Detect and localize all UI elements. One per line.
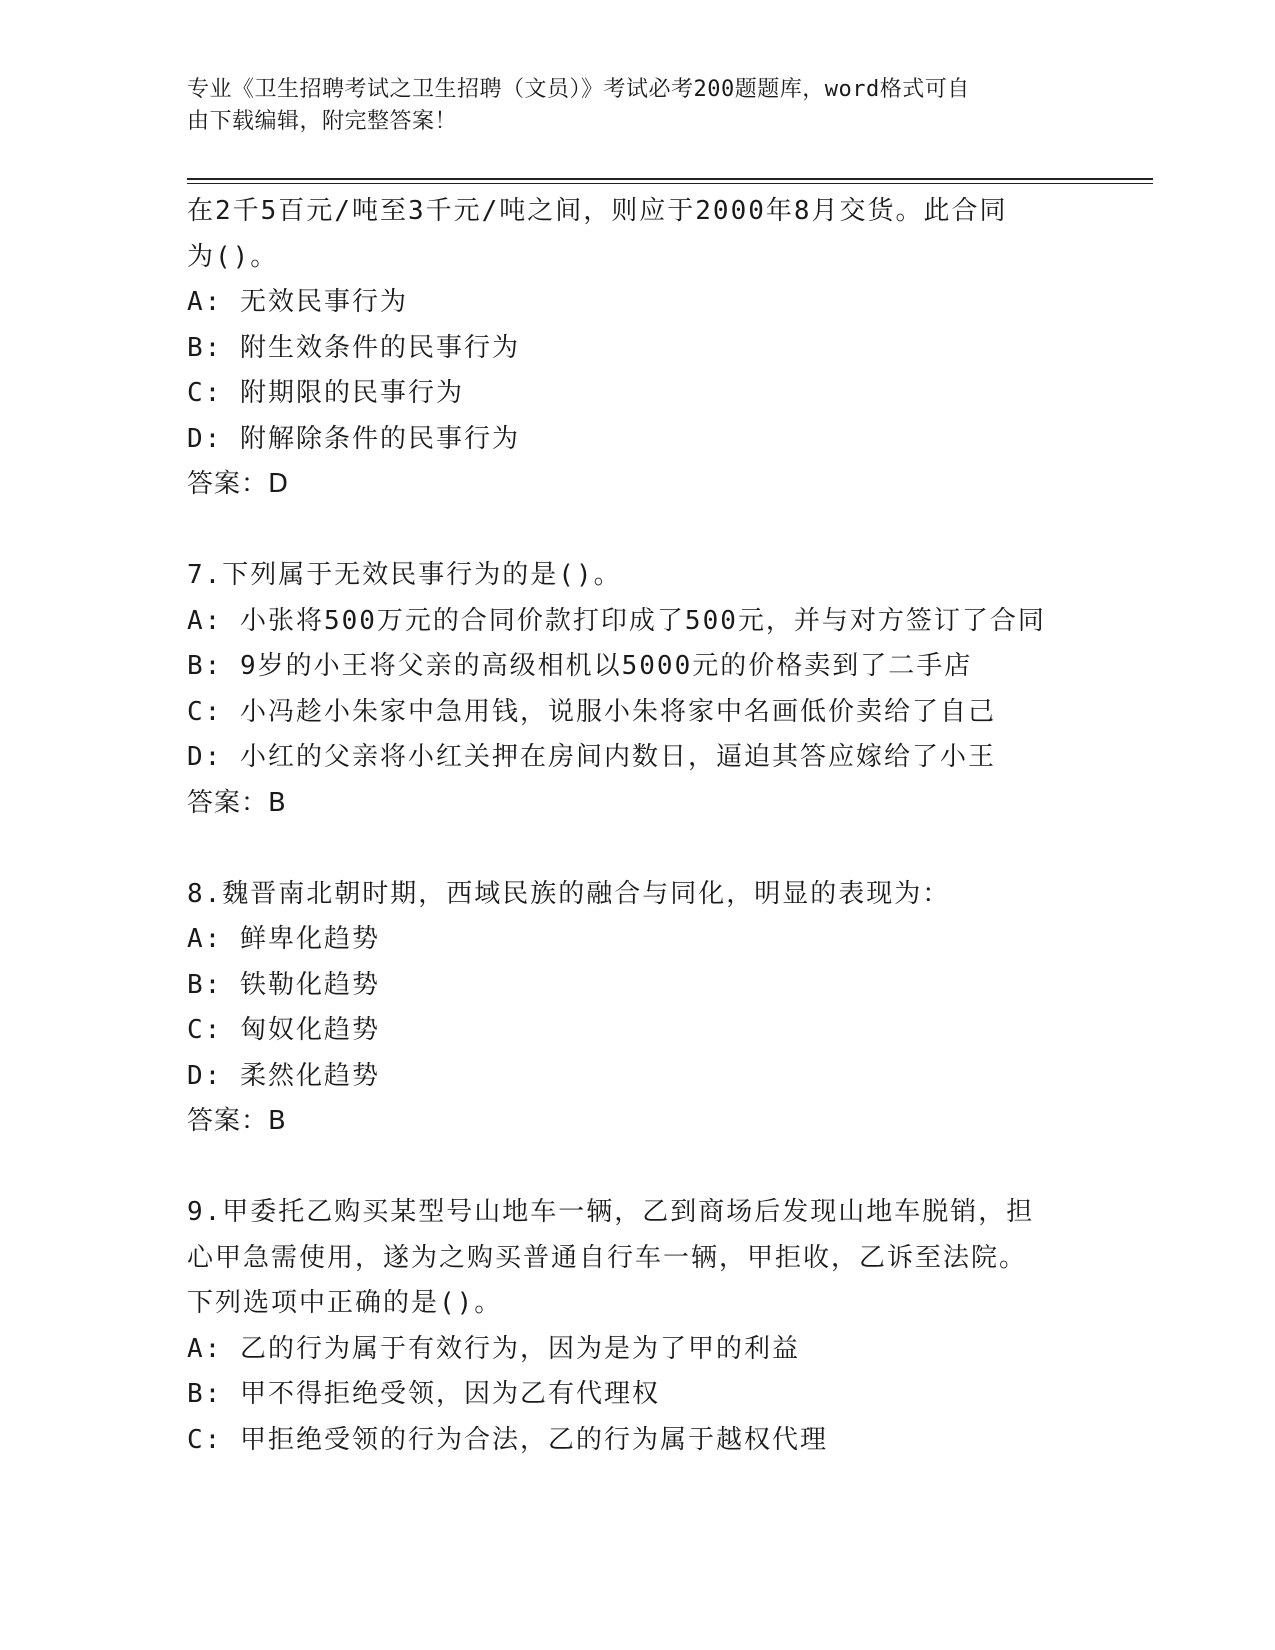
question-list: [187, 189, 1087, 1463]
answer: 答案：B: [187, 1106, 287, 1136]
option-c: C: 附期限的民事行为: [187, 378, 464, 408]
question-block: [187, 189, 1087, 508]
header-divider: [187, 183, 1153, 184]
question-stem: 为()。: [187, 241, 279, 272]
question-stem: 7.下列属于无效民事行为的是()。: [187, 560, 622, 590]
option-d: D: 附解除条件的民事行为: [187, 423, 520, 454]
question-stem: 下列选项中正确的是()。: [187, 1288, 503, 1318]
question-stem: 心甲急需使用，遂为之购买普通自行车一辆，甲拒收，乙诉至法院。: [187, 1242, 1028, 1273]
option-b: B: 9岁的小王将父亲的高级相机以5000元的价格卖到了二手店: [187, 651, 973, 681]
option-c: C: 小冯趁小朱家中急用钱，说服小朱将家中名画低价卖给了自己: [187, 696, 996, 727]
question-block: [187, 1190, 1087, 1463]
question-stem: 8.魏晋南北朝时期，西域民族的融合与同化，明显的表现为：: [187, 878, 951, 909]
option-b: B: 甲不得拒绝受领，因为乙有代理权: [187, 1379, 660, 1409]
document-header: [187, 74, 1067, 138]
question-stem: 9.甲委托乙购买某型号山地车一辆，乙到商场后发现山地车脱销，担: [187, 1197, 1035, 1227]
spacer: [187, 508, 1087, 554]
option-a: A: 鲜卑化趋势: [187, 924, 380, 954]
option-a: A: 无效民事行为: [187, 287, 408, 317]
option-d: D: 小红的父亲将小红关押在房间内数日，逼迫其答应嫁给了小王: [187, 742, 996, 772]
option-a: A: 小张将500万元的合同价款打印成了500元，并与对方签订了合同: [187, 605, 1046, 636]
answer: 答案：B: [187, 787, 287, 818]
spacer: [187, 826, 1087, 872]
option-c: C: 甲拒绝受领的行为合法，乙的行为属于越权代理: [187, 1424, 828, 1455]
option-b: B: 铁勒化趋势: [187, 969, 380, 1000]
option-b: B: 附生效条件的民事行为: [187, 332, 520, 363]
spacer: [187, 1145, 1087, 1191]
question-block: [187, 872, 1087, 1145]
header-line: 专业《卫生招聘考试之卫生招聘（文员）》考试必考200题题库，word格式可自: [187, 77, 970, 102]
header-line: 由下载编辑，附完整答案！: [187, 109, 458, 134]
header-divider: [187, 178, 1153, 180]
answer: 答案：D: [187, 469, 290, 499]
option-d: D: 柔然化趋势: [187, 1060, 380, 1091]
option-a: A: 乙的行为属于有效行为，因为是为了甲的利益: [187, 1333, 800, 1364]
question-block: [187, 553, 1087, 826]
option-c: C: 匈奴化趋势: [187, 1015, 380, 1045]
question-stem: 在2千5百元/吨至3千元/吨之间，则应于2000年8月交货。此合同: [187, 196, 1008, 226]
